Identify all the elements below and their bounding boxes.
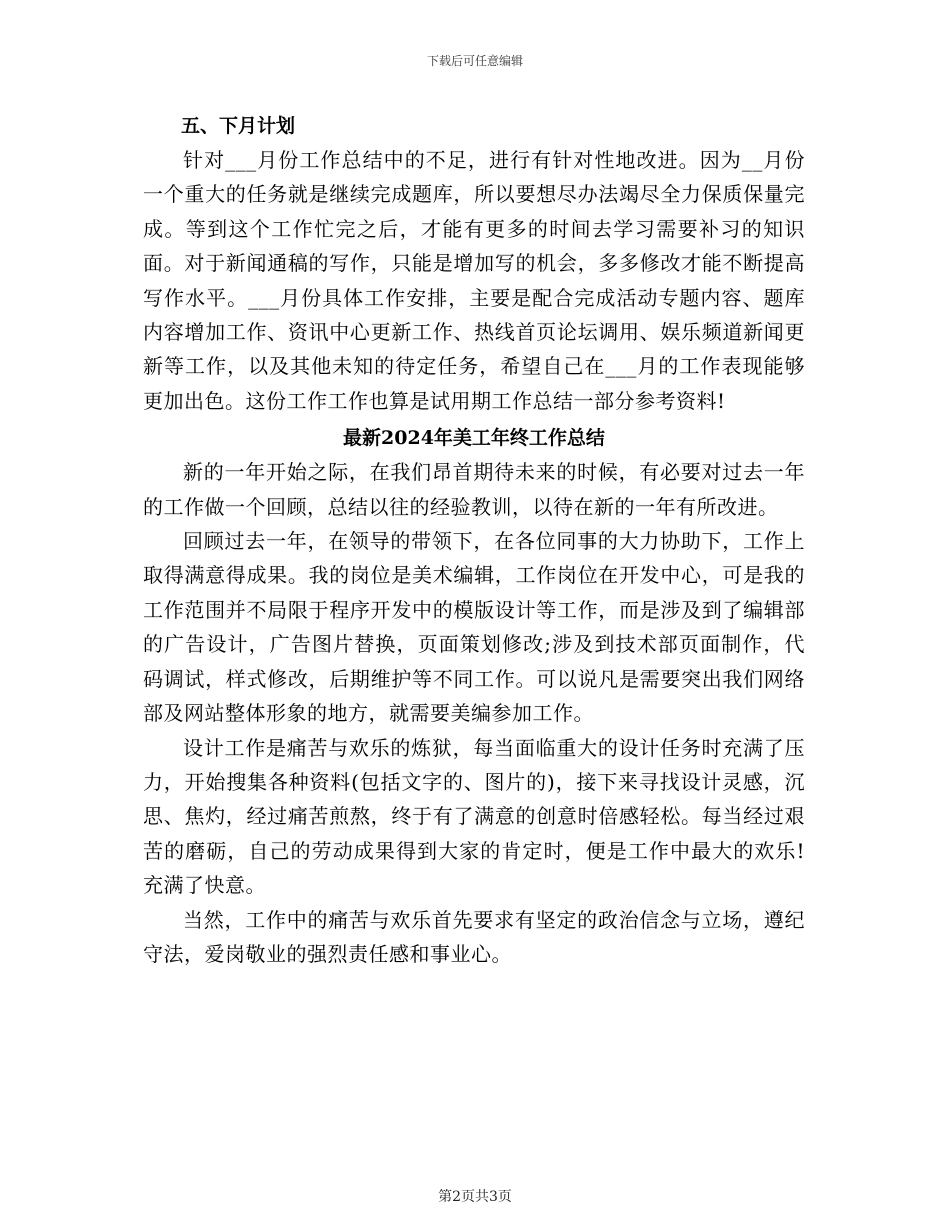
page-footer: 第2页共3页 xyxy=(438,1189,512,1205)
paragraph: 针对___月份工作总结中的不足，进行有针对性地改进。因为__月份一个重大的任务就是继续完成题库，所以要想尽办法竭尽全力保质保量完成。等到这个工作忙完之后，才能有更多的时间去学习需要补习的知识面。对于新闻通稿的写作，只能是增加写的机会，多多修改才能不断提高写作水平。___月份具体工作安排，主要是配合完成活动专题内容、题库内容增加工作、资讯中心更新工作、热线首页论坛调用、娱乐频道新闻更新等工作，以及其他未知的待定任务，希望自己在___月的工作表现能够更加出色。这份工作工作也算是试用期工作总结一部分参考资料! xyxy=(143,148,805,413)
paragraph: 回顾过去一年，在领导的带领下，在各位同事的大力协助下，工作上取得满意得成果。我的岗位是美术编辑，工作岗位在开发中心，可是我的工作范围并不局限于程序开发中的模版设计等工作，而是涉及到了编辑部的广告设计，广告图片替换，页面策划修改;涉及到技术部页面制作，代码调试，样式修改，后期维护等不同工作。可以说凡是需要突出我们网络部及网站整体形象的地方，就需要美编参加工作。 xyxy=(143,529,805,726)
paragraph: 当然，工作中的痛苦与欢乐首先要求有坚定的政治信念与立场，遵纪守法，爱岗敬业的强烈责任感和事业心。 xyxy=(143,907,805,966)
section-heading: 五、下月计划 xyxy=(181,115,296,137)
document-body xyxy=(143,103,805,971)
paragraph: 设计工作是痛苦与欢乐的炼狱，每当面临重大的设计任务时充满了压力，开始搜集各种资料(包括文字的、图片的)，接下来寻找设计灵感，沉思、焦灼，经过痛苦煎熬，终于有了满意的创意时倍感轻松。每当经过艰苦的磨砺，自己的劳动成果得到大家的肯定时，便是工作中最大的欢乐!充满了快意。 xyxy=(143,735,805,898)
article-title: 最新2024年美工年终工作总结 xyxy=(343,427,605,450)
paragraph: 新的一年开始之际，在我们昂首期待未来的时候，有必要对过去一年的工作做一个回顾，总结以往的经验教训，以待在新的一年有所改进。 xyxy=(143,460,805,519)
page-header: 下载后可任意编辑 xyxy=(426,54,523,68)
